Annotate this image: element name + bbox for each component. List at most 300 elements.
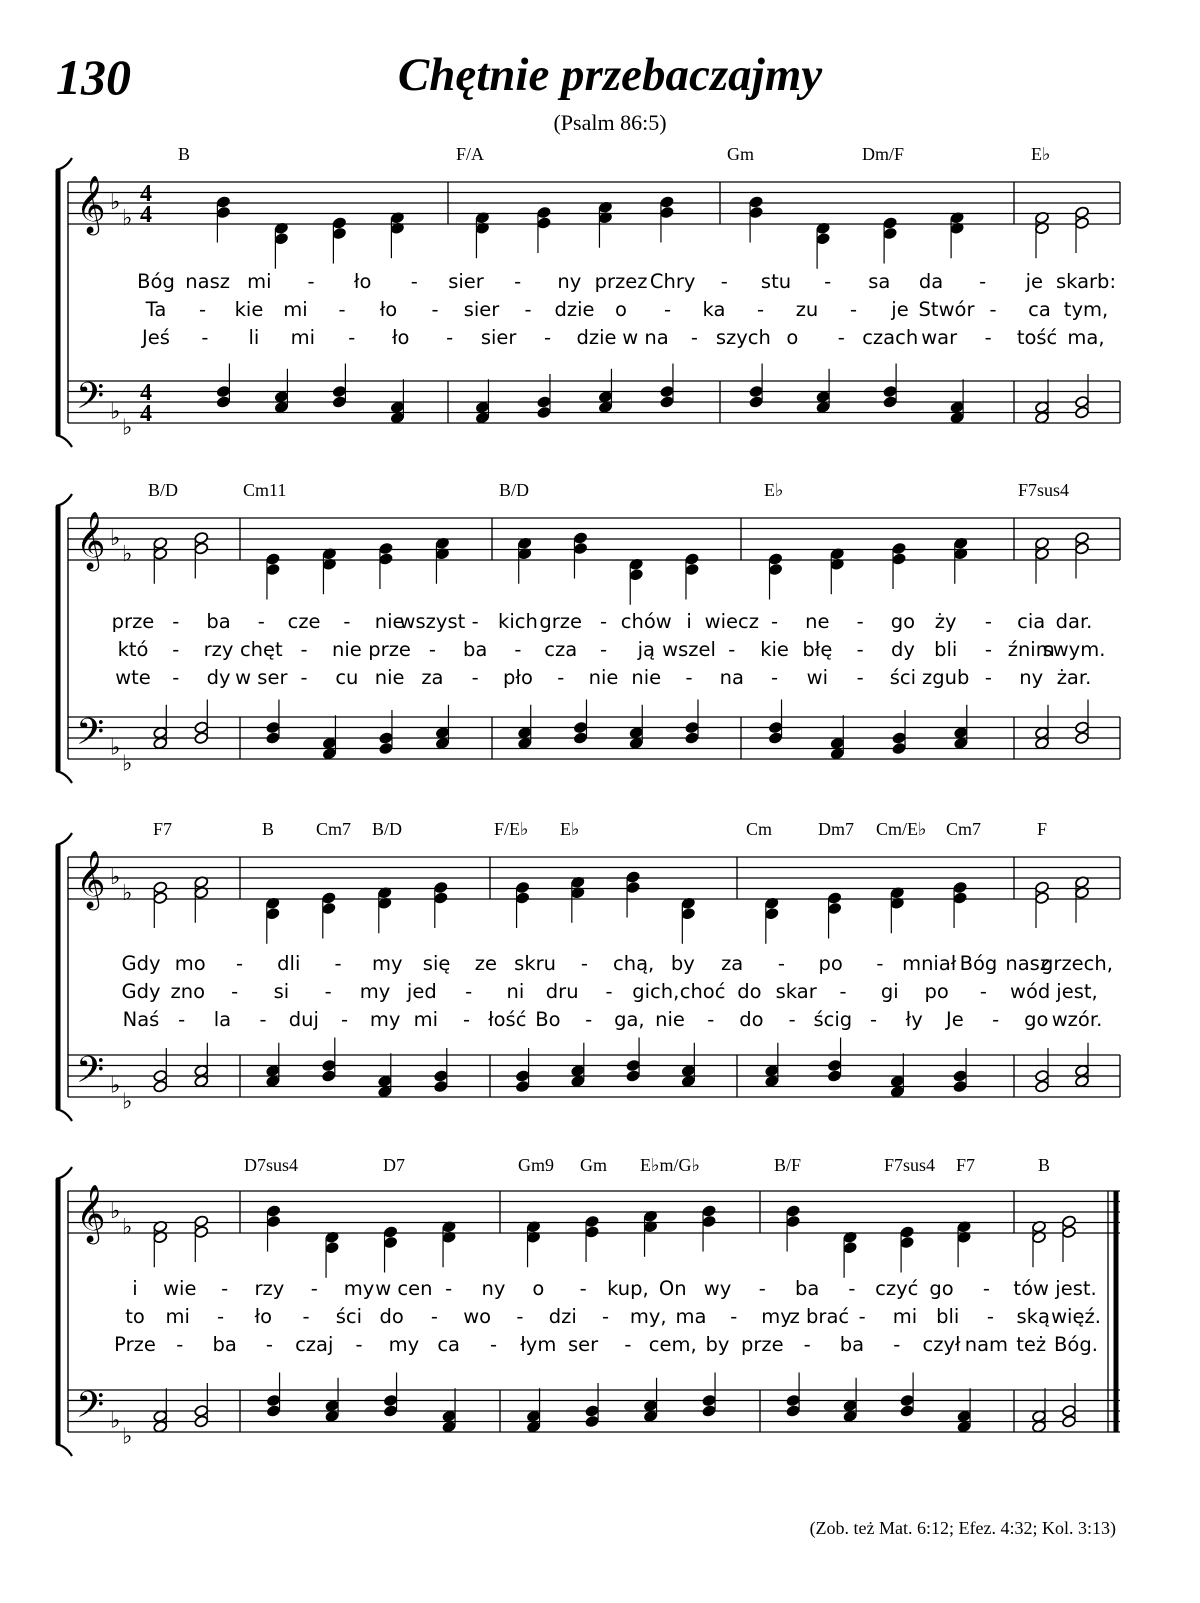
lyric-syllable: -	[259, 1008, 267, 1031]
lyric-syllable: Bóg.	[1054, 1333, 1098, 1356]
note-head	[626, 1069, 641, 1082]
note-head	[892, 542, 907, 555]
note-head	[383, 1394, 398, 1407]
note-head	[827, 1069, 842, 1082]
hymn-title: Chętnie przebaczajmy	[397, 49, 823, 101]
lyric-syllable: ży	[934, 610, 957, 633]
lyric-syllable: -	[848, 1277, 856, 1300]
note-head	[194, 1415, 209, 1428]
lyric-syllable: -	[856, 610, 864, 633]
time-signature-digit: 4	[140, 380, 152, 406]
note-head	[390, 401, 405, 414]
note-head	[216, 206, 231, 219]
bracket-hook-bottom	[56, 771, 72, 783]
lyric-syllable: -	[355, 1333, 363, 1356]
note-head	[517, 726, 532, 739]
lyric-syllable: do	[737, 980, 762, 1003]
lyric-syllable: Bóg	[959, 952, 998, 975]
bracket-hook-bottom	[56, 435, 72, 447]
lyric-syllable: prze	[111, 610, 155, 633]
lyric-syllable: kie	[760, 638, 789, 661]
note-head	[1035, 881, 1050, 894]
lyric-syllable: -	[324, 980, 332, 1003]
chord-symbol: D7	[383, 1155, 405, 1175]
lyric-syllable: ba	[463, 638, 488, 661]
key-flat: ♭	[122, 541, 133, 567]
lyric-syllable: Stwór	[918, 298, 975, 321]
lyric-syllable: -	[198, 298, 207, 321]
note-head	[768, 552, 783, 565]
note-head	[900, 1236, 915, 1249]
lyric-syllable: wszel	[662, 638, 716, 661]
note-head	[659, 395, 674, 408]
note-head	[816, 390, 831, 403]
note-head	[570, 1064, 585, 1077]
lyric-syllable: -	[446, 326, 454, 349]
note-head	[702, 1404, 717, 1417]
lyric-syllable: -	[340, 1008, 348, 1031]
lyric-syllable: -	[579, 1277, 587, 1300]
note-head	[390, 411, 405, 424]
lyric-syllable: ni	[506, 980, 525, 1003]
note-head	[786, 1404, 801, 1417]
lyric-syllable: do	[739, 1008, 764, 1031]
lyric-syllable: my	[388, 1333, 420, 1356]
note-head	[890, 1085, 905, 1098]
lyric-syllable: -	[302, 1305, 310, 1328]
lyric-syllable: -	[265, 1333, 273, 1356]
note-head	[526, 1410, 541, 1423]
note-head	[786, 1215, 801, 1228]
hymn-subtitle: (Psalm 86:5)	[553, 110, 667, 135]
lyric-syllable: -	[986, 1305, 994, 1328]
note-head	[194, 542, 209, 555]
note-head	[378, 552, 393, 565]
lyric-syllable: duj	[288, 1008, 319, 1031]
chord-symbol: B	[1038, 1155, 1051, 1175]
note-head	[1035, 1080, 1050, 1093]
note-head	[1075, 216, 1090, 229]
lyric-syllable: ską	[1016, 1305, 1050, 1328]
lyric-syllable: czył	[922, 1333, 961, 1356]
lyric-syllable: -	[430, 1305, 438, 1328]
note-head	[1075, 406, 1090, 419]
lyric-syllable: nasz	[185, 270, 231, 293]
note-head	[536, 206, 551, 219]
note-head	[515, 891, 530, 904]
lyric-syllable: gich,	[632, 980, 680, 1003]
note-head	[883, 216, 898, 229]
note-head	[153, 881, 168, 894]
note-head	[1075, 1075, 1090, 1088]
note-head	[216, 195, 231, 208]
lyric-syllable: źnim	[1007, 638, 1055, 661]
lyric-syllable: ba	[839, 1333, 865, 1356]
lyric-syllable: On	[658, 1277, 687, 1300]
note-head	[377, 1085, 392, 1098]
lyric-syllable: -	[201, 326, 209, 349]
lyric-syllable: skar	[775, 980, 817, 1003]
lyric-syllable: -	[300, 666, 308, 689]
note-head	[265, 1075, 280, 1088]
lyric-syllable: choć	[679, 980, 726, 1003]
note-head	[816, 232, 831, 245]
lyric-syllable: go	[890, 610, 916, 633]
lyric-syllable: ły	[905, 1008, 923, 1031]
note-head	[433, 881, 448, 894]
lyric-syllable: bli	[936, 1305, 960, 1328]
hymn-number: 130	[56, 49, 131, 105]
note-head	[685, 721, 700, 734]
lyric-syllable: ba	[212, 1333, 237, 1356]
note-head	[216, 395, 231, 408]
lyric-syllable: cza	[544, 638, 578, 661]
note-head	[749, 206, 764, 219]
lyric-syllable: o	[615, 298, 627, 321]
note-head	[629, 737, 644, 750]
note-head	[194, 1075, 209, 1088]
note-head	[626, 1059, 641, 1072]
note-head	[764, 907, 779, 920]
lyric-syllable: ze	[474, 952, 497, 975]
lyric-syllable: to	[125, 1305, 145, 1328]
lyric-syllable: -	[471, 610, 479, 633]
key-flat: ♭	[122, 1424, 133, 1450]
lyric-syllable: wo	[463, 1305, 492, 1328]
lyric-syllable: ści	[335, 1305, 363, 1328]
chord-symbol: Cm/E♭	[876, 819, 927, 839]
lyric-syllable: tów	[1013, 1277, 1049, 1300]
note-head	[1035, 726, 1050, 739]
lyric-syllable: za	[721, 952, 744, 975]
lyric-syllable: -	[524, 298, 532, 321]
lyric-syllable: wiecz	[704, 610, 759, 633]
note-head	[749, 385, 764, 398]
lyric-syllable: -	[307, 270, 315, 293]
lyric-syllable: -	[803, 1333, 811, 1356]
note-head	[378, 542, 393, 555]
note-head	[435, 737, 450, 750]
lyric-syllable: wzór.	[1051, 1008, 1103, 1031]
bass-clef: 𝄢	[76, 711, 105, 762]
lyric-syllable: do	[379, 1305, 404, 1328]
lyric-syllable: -	[992, 1008, 1000, 1031]
note-head	[892, 742, 907, 755]
chord-symbol: Gm	[727, 144, 754, 164]
treble-clef: 𝄞	[76, 1184, 106, 1242]
lyric-syllable: po	[924, 980, 949, 1003]
lyric-syllable: Bo	[535, 1008, 561, 1031]
lyric-syllable: dar.	[1055, 610, 1093, 633]
lyric-syllable: ma,	[1067, 326, 1105, 349]
lyric-syllable: zgub	[921, 666, 970, 689]
lyric-syllable: -	[984, 610, 992, 633]
lyric-syllable: -	[431, 298, 439, 321]
note-head	[702, 1204, 717, 1217]
lyric-syllable: mi	[247, 270, 272, 293]
lyric-syllable: -	[343, 610, 351, 633]
lyric-syllable: -	[235, 952, 244, 975]
lyric-syllable: -	[514, 270, 522, 293]
note-head	[786, 1204, 801, 1217]
lyric-syllable: cem,	[648, 1333, 697, 1356]
lyric-syllable: my,	[629, 1305, 667, 1328]
lyric-syllable: skarb:	[1055, 270, 1117, 293]
lyric-syllable: Chry	[649, 270, 696, 293]
note-head	[883, 395, 898, 408]
note-head	[827, 902, 842, 915]
lyric-syllable: i	[686, 610, 692, 633]
lyric-syllable: -	[465, 980, 473, 1003]
note-head	[957, 1420, 972, 1433]
chord-symbol: D7sus4	[244, 1155, 299, 1175]
note-head	[517, 737, 532, 750]
lyric-syllable: -	[463, 1008, 471, 1031]
lyric-syllable: Prze	[114, 1333, 156, 1356]
key-flat: ♭	[110, 1073, 121, 1099]
lyric-syllable: za	[421, 666, 444, 689]
time-signature-digit: 4	[140, 181, 152, 207]
note-head	[536, 216, 551, 229]
bracket-hook-bottom	[56, 1444, 72, 1456]
lyric-syllable: -	[585, 1008, 593, 1031]
lyric-syllable: Naś	[122, 1008, 160, 1031]
note-head	[681, 907, 696, 920]
note-head	[585, 1415, 600, 1428]
lyric-syllable: jed	[406, 980, 437, 1003]
chord-symbol: Dm/F	[862, 144, 905, 164]
lyric-syllable: któ	[117, 638, 149, 661]
lyric-syllable: -	[720, 270, 728, 293]
note-head	[598, 401, 613, 414]
lyric-syllable: z brać	[789, 1305, 850, 1328]
lyric-syllable: łość	[488, 1008, 527, 1031]
note-head	[325, 1410, 340, 1423]
note-head	[890, 1075, 905, 1088]
lyric-syllable: je	[1025, 270, 1044, 293]
note-head	[585, 1225, 600, 1238]
lyric-syllable: się	[422, 952, 451, 975]
lyric-syllable: -	[471, 666, 479, 689]
lyric-syllable: Gdy	[121, 980, 161, 1003]
lyric-syllable: wte	[115, 666, 151, 689]
note-head	[325, 1241, 340, 1254]
note-head	[1075, 721, 1090, 734]
chord-symbol: B/D	[499, 480, 530, 500]
note-head	[749, 395, 764, 408]
note-head	[953, 891, 968, 904]
note-head	[475, 401, 490, 414]
lyric-syllable: swym.	[1042, 638, 1106, 661]
lyric-syllable: my	[761, 1305, 792, 1328]
note-head	[643, 1399, 658, 1412]
lyric-syllable: ło	[391, 326, 410, 349]
note-head	[153, 891, 168, 904]
lyric-syllable: wy	[703, 1277, 732, 1300]
note-head	[573, 542, 588, 555]
chord-symbol: F7	[153, 819, 173, 839]
lyric-syllable: mi	[290, 326, 316, 349]
lyric-syllable: jest,	[1056, 980, 1098, 1003]
note-head	[1075, 731, 1090, 744]
note-head	[629, 568, 644, 581]
note-head	[573, 731, 588, 744]
chord-symbol: Cm11	[243, 480, 287, 500]
note-head	[321, 891, 336, 904]
lyric-syllable: -	[984, 326, 992, 349]
chord-symbol: B/F	[774, 1155, 802, 1175]
note-head	[321, 1059, 336, 1072]
note-head	[153, 1080, 168, 1093]
lyric-syllable: chęt	[239, 638, 283, 661]
lyric-syllable: -	[869, 1008, 878, 1031]
note-head	[383, 1236, 398, 1249]
note-head	[827, 1059, 842, 1072]
lyric-syllable: -	[514, 638, 522, 661]
note-head	[153, 737, 168, 750]
note-head	[764, 1075, 779, 1088]
note-head	[194, 531, 209, 544]
note-head	[816, 401, 831, 414]
lyric-syllable: więź.	[1051, 1305, 1101, 1328]
time-signature-digit: 4	[140, 202, 152, 228]
note-head	[827, 891, 842, 904]
lyric-syllable: błę	[802, 638, 833, 661]
note-head	[685, 552, 700, 565]
note-head	[1062, 1225, 1077, 1238]
lyric-syllable: my	[359, 980, 391, 1003]
lyric-syllable: -	[601, 1305, 610, 1328]
note-head	[216, 385, 231, 398]
note-head	[883, 227, 898, 240]
note-head	[843, 1410, 858, 1423]
lyric-syllable: ło	[353, 270, 372, 293]
lyric-syllable: -	[771, 610, 779, 633]
note-head	[332, 227, 347, 240]
lyric-syllable: szych	[715, 326, 771, 349]
lyric-syllable: -	[837, 326, 845, 349]
lyric-syllable: -	[300, 638, 308, 661]
key-flat: ♭	[110, 1199, 121, 1224]
note-head	[433, 1080, 448, 1093]
lyric-syllable: -	[982, 1277, 990, 1300]
note-head	[475, 411, 490, 424]
note-head	[681, 1075, 696, 1088]
note-head	[768, 721, 783, 734]
lyric-syllable: wi	[806, 666, 829, 689]
lyric-syllable: dy	[206, 666, 231, 689]
treble-clef: 𝄞	[76, 175, 106, 233]
lyric-syllable: przez	[594, 270, 648, 293]
chord-symbol: Dm7	[818, 819, 854, 839]
lyric-syllable: da	[918, 270, 944, 293]
note-head	[194, 1064, 209, 1077]
lyric-syllable: je	[891, 298, 909, 321]
bracket-hook-top	[56, 833, 72, 845]
lyric-syllable: sier	[448, 270, 484, 293]
note-head	[266, 1204, 281, 1217]
lyric-syllable: ło	[254, 1305, 273, 1328]
note-head	[1032, 1420, 1047, 1433]
key-flat: ♭	[110, 1408, 121, 1434]
note-head	[515, 1080, 530, 1093]
chord-symbol: F/E♭	[494, 819, 529, 839]
lyric-syllable: -	[348, 326, 356, 349]
note-head	[892, 552, 907, 565]
note-head	[629, 726, 644, 739]
lyric-syllable: grzech,	[1041, 952, 1113, 975]
note-head	[265, 907, 280, 920]
lyric-syllable: i	[132, 1277, 138, 1300]
note-head	[194, 721, 209, 734]
lyric-syllable: -	[172, 638, 180, 661]
time-signature-digit: 4	[140, 401, 152, 427]
lyric-syllable: ści	[889, 666, 917, 689]
footnote: (Zob. też Mat. 6:12; Efez. 4:32; Kol. 3:13)	[809, 1518, 1116, 1538]
lyric-syllable: my	[369, 1008, 401, 1031]
chord-symbol: B	[262, 819, 275, 839]
note-head	[1075, 531, 1090, 544]
lyric-syllable: -	[231, 980, 239, 1003]
bracket-hook-top	[56, 158, 72, 170]
note-head	[332, 395, 347, 408]
lyric-syllable: Gdy	[121, 952, 161, 975]
key-flat: ♭	[122, 205, 133, 231]
note-head	[1062, 1415, 1077, 1428]
lyric-syllable: -	[728, 638, 736, 661]
note-head	[883, 385, 898, 398]
note-head	[950, 411, 965, 424]
lyric-syllable: -	[979, 980, 987, 1003]
note-head	[953, 737, 968, 750]
note-head	[659, 195, 674, 208]
lyric-syllable: ło	[379, 298, 398, 321]
note-head	[266, 1215, 281, 1228]
lyric-syllable: -	[856, 666, 864, 689]
chord-symbol: B	[178, 144, 191, 164]
note-head	[702, 1394, 717, 1407]
lyric-syllable: -	[172, 666, 180, 689]
lyric-syllable: -	[839, 980, 847, 1003]
lyric-syllable: -	[690, 326, 698, 349]
lyric-syllable: mi	[413, 1008, 439, 1031]
note-head	[383, 1404, 398, 1417]
note-head	[274, 401, 289, 414]
note-head	[536, 406, 551, 419]
note-head	[892, 731, 907, 744]
lyric-syllable: go	[929, 1277, 954, 1300]
note-head	[265, 563, 280, 576]
lyric-syllable: stu	[760, 270, 792, 293]
lyric-syllable: -	[979, 270, 987, 293]
note-head	[325, 1399, 340, 1412]
note-head	[1062, 1215, 1077, 1228]
lyric-syllable: -	[730, 1305, 738, 1328]
system-3	[56, 833, 1120, 1121]
lyric-syllable: ser	[568, 1333, 599, 1356]
lyric-syllable: sier	[480, 326, 517, 349]
lyric-syllable: -	[777, 952, 785, 975]
bass-clef: 𝄢	[76, 375, 105, 426]
lyric-syllable: tym,	[1063, 298, 1109, 321]
chord-symbol: F7	[956, 1155, 976, 1175]
note-head	[377, 1075, 392, 1088]
note-head	[585, 1215, 600, 1228]
lyric-syllable: nie	[655, 1008, 685, 1031]
note-head	[685, 563, 700, 576]
note-head	[764, 1064, 779, 1077]
lyric-syllable: -	[876, 952, 884, 975]
